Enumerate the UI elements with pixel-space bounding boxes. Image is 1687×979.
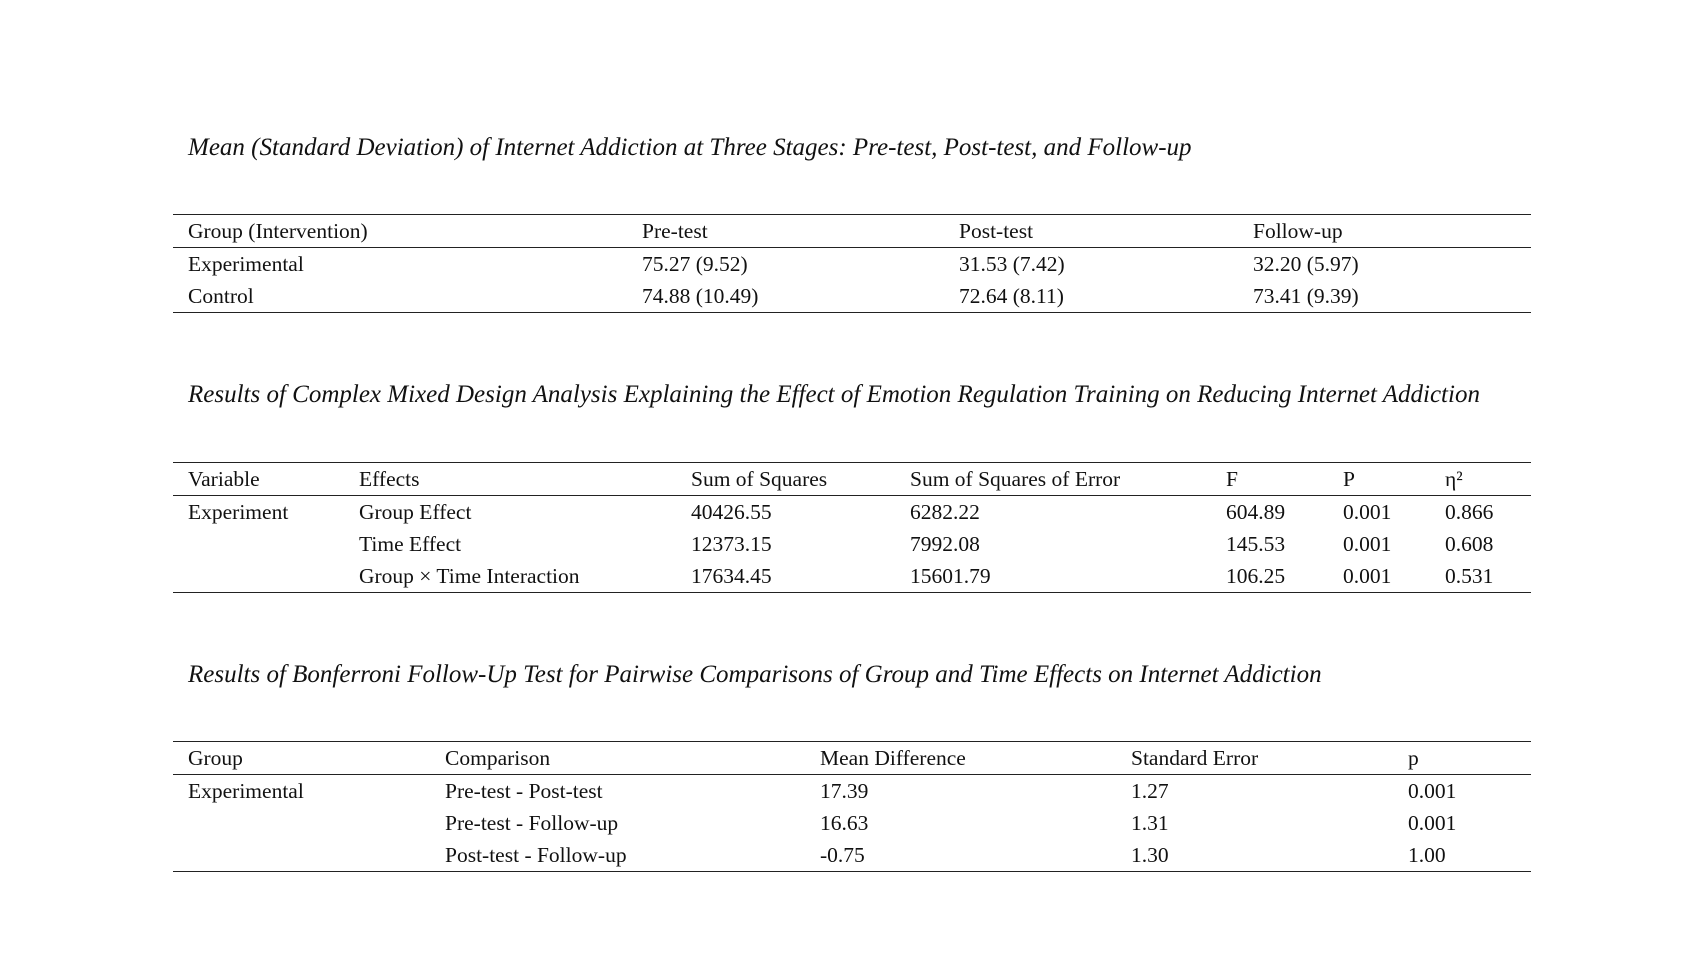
table-header-row	[173, 742, 1531, 775]
table-row	[173, 807, 1531, 839]
header-p: p	[1408, 746, 1419, 770]
header-sum-of-squares-error: Sum of Squares of Error	[910, 467, 1121, 491]
table-row	[173, 775, 1531, 807]
table-cell: 1.00	[1408, 843, 1446, 867]
table-cell: 6282.22	[910, 500, 980, 524]
table-cell: 74.88 (10.49)	[642, 284, 759, 308]
header-eta-squared: η²	[1445, 467, 1463, 491]
table1-caption: Mean (Standard Deviation) of Internet Addiction at Three Stages: Pre-test, Post-test, and Follow-up	[188, 134, 1192, 161]
table-row	[173, 560, 1531, 592]
table-cell: -0.75	[820, 843, 865, 867]
table-header-row	[173, 215, 1531, 248]
table-cell: 17634.45	[691, 564, 772, 588]
table-cell: Pre-test - Follow-up	[445, 811, 619, 835]
table-header-row	[173, 463, 1531, 496]
table-cell: Post-test - Follow-up	[445, 843, 627, 867]
table-cell: 145.53	[1226, 532, 1286, 556]
bonferroni-table	[173, 741, 1531, 872]
table-cell: 0.001	[1343, 564, 1392, 588]
header-standard-error: Standard Error	[1131, 746, 1259, 770]
table-cell: 32.20 (5.97)	[1253, 252, 1359, 276]
table-cell: 1.30	[1131, 843, 1169, 867]
table-cell: 0.001	[1408, 779, 1457, 803]
header-pre-test: Pre-test	[642, 219, 708, 243]
mixed-design-table	[173, 462, 1531, 593]
table-cell: 12373.15	[691, 532, 772, 556]
header-post-test: Post-test	[959, 219, 1034, 243]
table-cell: Group × Time Interaction	[359, 564, 580, 588]
row-label: Experimental	[188, 779, 304, 803]
header-variable: Variable	[188, 467, 260, 491]
table-cell: Group Effect	[359, 500, 472, 524]
header-effects: Effects	[359, 467, 420, 491]
table2-caption: Results of Complex Mixed Design Analysis Explaining the Effect of Emotion Regulation Training on Reducing Internet Addiction	[188, 381, 1480, 408]
header-follow-up: Follow-up	[1253, 219, 1343, 243]
table-cell: 0.608	[1445, 532, 1494, 556]
header-f: F	[1226, 467, 1238, 491]
table-row	[173, 248, 1531, 280]
table-cell: 73.41 (9.39)	[1253, 284, 1359, 308]
row-label: Experiment	[188, 500, 289, 524]
table-cell: 7992.08	[910, 532, 980, 556]
table-cell: 1.27	[1131, 779, 1169, 803]
table-cell: Pre-test - Post-test	[445, 779, 603, 803]
table-cell: 16.63	[820, 811, 869, 835]
table-cell: 72.64 (8.11)	[959, 284, 1064, 308]
table-cell: 31.53 (7.42)	[959, 252, 1065, 276]
table-row	[173, 528, 1531, 560]
row-label: Experimental	[188, 252, 304, 276]
table-cell: 604.89	[1226, 500, 1286, 524]
header-group-intervention: Group (Intervention)	[188, 219, 368, 243]
table-cell: 0.531	[1445, 564, 1494, 588]
table3-caption: Results of Bonferroni Follow-Up Test for Pairwise Comparisons of Group and Time Effects on Internet Addiction	[188, 661, 1322, 688]
table-cell: 40426.55	[691, 500, 772, 524]
table-row	[173, 496, 1531, 528]
header-p: P	[1343, 467, 1355, 491]
header-group: Group	[188, 746, 243, 770]
table-row	[173, 280, 1531, 312]
table-cell: 17.39	[820, 779, 869, 803]
table-row	[173, 839, 1531, 871]
table-cell: 0.001	[1408, 811, 1457, 835]
table-cell: 0.866	[1445, 500, 1494, 524]
row-label: Control	[188, 284, 254, 308]
mean-sd-table	[173, 214, 1531, 313]
table-cell: Time Effect	[359, 532, 462, 556]
header-sum-of-squares: Sum of Squares	[691, 467, 828, 491]
table-cell: 15601.79	[910, 564, 991, 588]
table-cell: 0.001	[1343, 532, 1392, 556]
table-cell: 106.25	[1226, 564, 1286, 588]
header-mean-difference: Mean Difference	[820, 746, 966, 770]
header-comparison: Comparison	[445, 746, 551, 770]
table-cell: 75.27 (9.52)	[642, 252, 748, 276]
table-cell: 0.001	[1343, 500, 1392, 524]
table-cell: 1.31	[1131, 811, 1169, 835]
